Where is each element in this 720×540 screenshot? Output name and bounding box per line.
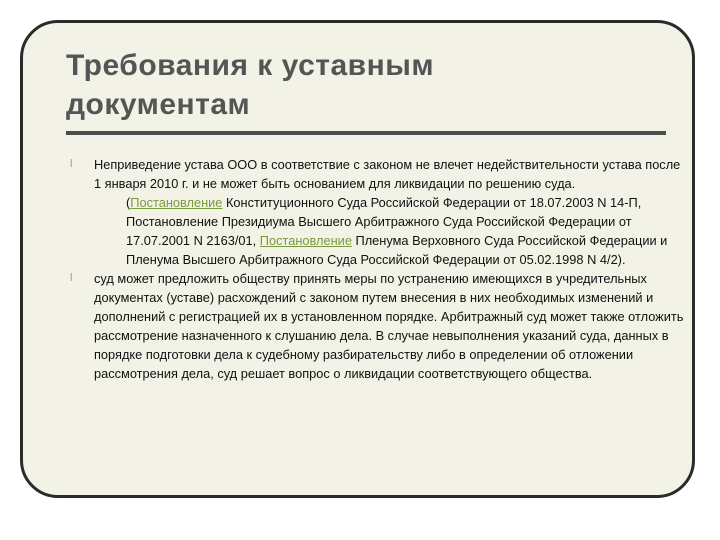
citation-link-2[interactable]: Постановление [259,233,352,248]
citation-link-1[interactable]: Постановление [130,195,223,210]
bullet-marker-icon: l [70,158,73,170]
title-line-2: документам [66,88,251,121]
bullet-item-2 [70,269,686,383]
title-underline [66,131,666,135]
bullet-list [70,155,686,383]
citation-text-2: Конституционного Суда Российской Федерации от 18.07.2003 N 14-П, Постановление Президиума Высшего Арбитражного Суда Российской Федерации от 17.07.2001 N 2163/01, [126,195,642,248]
legal-citation [94,193,686,269]
bullet-text-1: Неприведение устава ООО в соответствие с законом не влечет недействительности устава после 1 января 2010 г. и не может быть основанием для ликвидации по решению суда. [94,157,681,191]
slide-title [66,46,434,124]
citation-open: ( [126,195,131,210]
bullet-marker-icon: l [70,272,73,284]
citation-text-3: Пленума Верховного Суда Российской Федерации и Пленума Высшего Арбитражного Суда Российской Федерации от 05.02.1998 N 4/2). [126,233,668,267]
title-line-1: Требования к уставным [66,49,435,82]
bullet-text-2: суд может предложить обществу принять меры по устранению имеющихся в учредительных документах (уставе) расхождений с законом путем внесения в них необходимых изменений и дополнений с регистрацией их в установленном порядке. Арбитражный суд может также отложить рассмотрение назначенного к слушанию дела. В случае невыполнения указаний суда, данных в порядке подготовки дела к судебному разбирательству либо в определении об отложении рассмотрения дела, суд решает вопрос о ликвидации соответствующего общества. [94,271,684,381]
bullet-item-1 [70,155,686,269]
